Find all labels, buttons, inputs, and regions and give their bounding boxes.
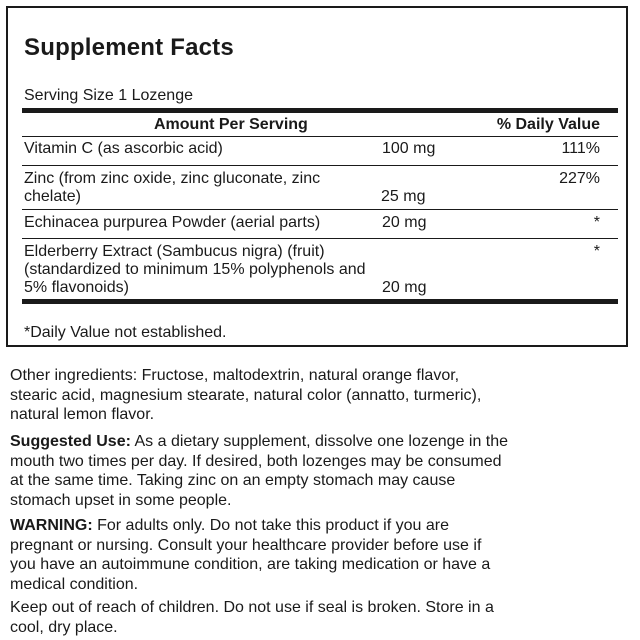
ingredient-daily-value: 111%: [561, 140, 600, 157]
header-daily-value: % Daily Value: [496, 116, 600, 133]
ingredient-amount: 25 mg: [381, 188, 426, 205]
ingredient-daily-value: *: [593, 214, 600, 231]
ingredient-name-vitamin-c: Vitamin C (as ascorbic acid): [24, 140, 223, 157]
suggested-use: [10, 432, 640, 510]
storage-line2: cool, dry place.: [10, 618, 118, 636]
ingredient-name-elderberry-line1: Elderberry Extract (Sambucus nigra) (fruit): [24, 243, 325, 260]
other-ingredients: [10, 366, 640, 425]
header-amount-per-serving: Amount Per Serving: [154, 116, 308, 133]
storage-line1: Keep out of reach of children. Do not use if seal is broken. Store in a: [10, 599, 494, 616]
divider: [22, 238, 618, 239]
divider: [22, 136, 618, 137]
suggested-use-label: Suggested Use:: [10, 433, 131, 450]
other-ingredients-line2: stearic acid, magnesium stearate, natural color (annatto, turmeric),: [10, 386, 482, 404]
divider: [22, 165, 618, 166]
storage-instructions: [10, 598, 640, 637]
ingredient-amount: 100 mg: [382, 140, 436, 157]
warning-line4: medical condition.: [10, 575, 139, 593]
panel-title: Supplement Facts: [24, 34, 234, 61]
warning-line3: you have an autoimmune condition, are taking medication or have a: [10, 556, 491, 574]
suggested-use-line3: at the same time. Taking zinc on an empty stomach may cause: [10, 472, 456, 490]
other-ingredients-line1: Other ingredients: Fructose, maltodextrin, natural orange flavor,: [10, 367, 460, 384]
suggested-use-line1: As a dietary supplement, dissolve one lozenge in the: [130, 433, 509, 450]
divider-thick: [22, 108, 618, 113]
warning-line1: For adults only. Do not take this product if you are: [92, 517, 449, 534]
daily-value-footnote: *Daily Value not established.: [24, 324, 227, 341]
warning: [10, 516, 640, 594]
other-ingredients-line3: natural lemon flavor.: [10, 406, 155, 424]
suggested-use-line4: stomach upset in some people.: [10, 491, 232, 509]
ingredient-name-elderberry-line2: (standardized to minimum 15% polyphenols and: [24, 261, 366, 278]
ingredient-amount: 20 mg: [382, 279, 427, 296]
warning-line2: pregnant or nursing. Consult your healthcare provider before use if: [10, 536, 482, 554]
serving-size: Serving Size 1 Lozenge: [24, 87, 193, 104]
warning-label: WARNING:: [10, 517, 93, 534]
divider-thick: [22, 299, 618, 304]
ingredient-name-echinacea: Echinacea purpurea Powder (aerial parts): [24, 214, 321, 231]
ingredient-daily-value: 227%: [559, 170, 600, 187]
supplement-facts-panel: [6, 6, 628, 347]
divider: [22, 209, 618, 210]
ingredient-amount: 20 mg: [382, 214, 427, 231]
ingredient-name-zinc-line2: chelate): [24, 188, 81, 205]
ingredient-name-elderberry-line3: 5% flavonoids): [24, 279, 129, 296]
suggested-use-line2: mouth two times per day. If desired, both lozenges may be consumed: [10, 452, 502, 470]
ingredient-name-zinc-line1: Zinc (from zinc oxide, zinc gluconate, zinc: [24, 170, 321, 187]
ingredient-daily-value: *: [593, 243, 600, 260]
